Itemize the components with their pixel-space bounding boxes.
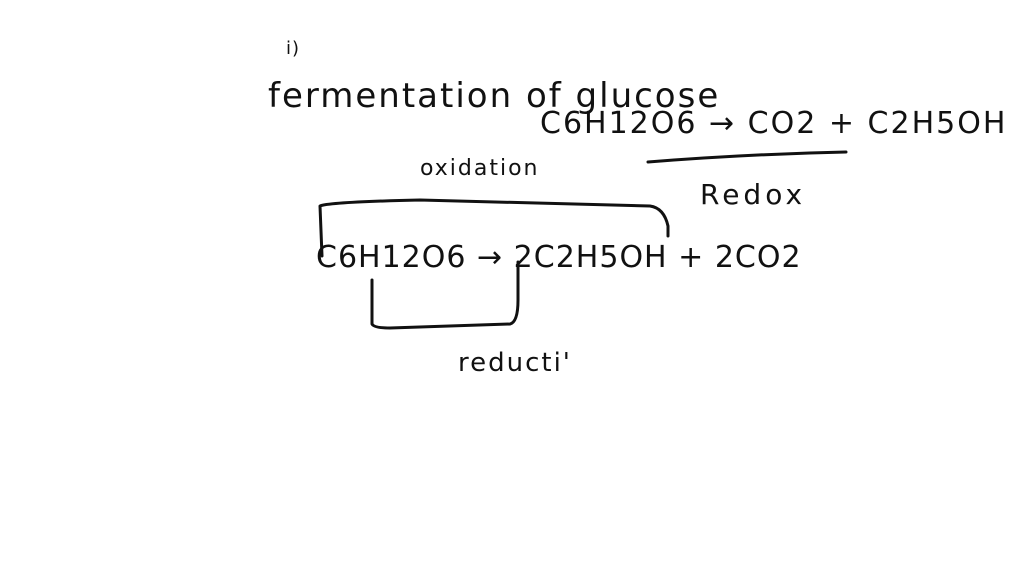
redox-underline: [648, 152, 846, 162]
oxidation-label: oxidation: [420, 156, 540, 181]
redox-label: Redox: [700, 178, 807, 211]
page-title: fermentation of glucose: [268, 76, 721, 116]
item-number: i): [286, 38, 301, 59]
reduction-label: reducti': [458, 348, 572, 378]
equation-top: C6H12O6 → CO2 + C2H5OH: [540, 106, 1008, 141]
equation-main: C6H12O6 → 2C2H5OH + 2CO2: [316, 240, 802, 275]
